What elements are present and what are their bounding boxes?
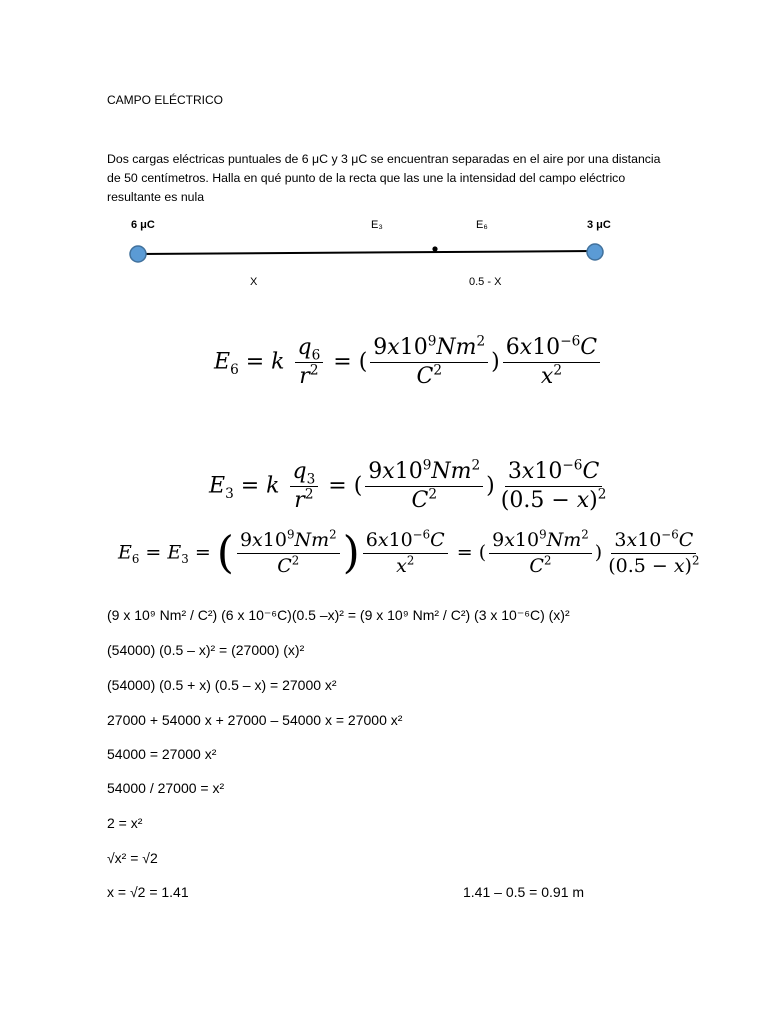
charges-diagram [0,0,768,300]
field-e3-label: E₃ [371,219,383,231]
step-line: (9 x 10⁹ Nm² / C²) (6 x 10⁻⁶C)(0.5 –x)² = (9 x 10⁹ Nm² / C²) (3 x 10⁻⁶C) (x)² [107,607,570,623]
null-field-point [432,246,437,251]
step-line: 2 = x² [107,815,143,831]
final-result: 1.41 – 0.5 = 0.91 m [463,884,585,900]
page-title: CAMPO ELÉCTRICO [107,93,224,107]
charge-left [130,246,146,262]
step-line-answer: x = √2 = 1.41 [107,884,189,900]
problem-statement: Dos cargas eléctricas puntuales de 6 μC y 3 μC se encuentran separadas en el aire por una distancia de 50 centímetros. Halla en qué punto de la recta que las une la intensidad del campo eléctrico resultante es nula [107,152,661,204]
step-line: 27000 + 54000 x + 27000 – 54000 x = 27000 x² [107,712,403,728]
charge-left-label: 6 μC [131,219,155,231]
step-line: 54000 / 27000 = x² [107,780,225,796]
step-line: √x² = √2 [107,850,158,866]
charge-right [587,244,603,260]
equation-equality: $E_6 = E_3$ = ( $\frac{9x10^9Nm^2}{C^2}$ ) $\frac{6x10^{-6}C}{x^2}$ = ( $\frac{9x10^9Nm^2}{C^2}$ ) $\frac{3x10^{-6}C}{(0.5 - x)^2}$ [118,527,700,579]
equation-e3: $E_3 = k$ $\frac{q_3}{r^2}$ = ( $\frac{9x10^9Nm^2}{C^2}$ ) $\frac{3x10^{-6}C}{(0.5 - x)^2}$ [209,457,607,514]
field-e6-label: E₆ [476,219,488,231]
equation-e6: $E_6 = k$ $\frac{q_6}{r^2}$ = ( $\frac{9x10^9Nm^2}{C^2}$ ) $\frac{6x10^{-6}C}{x^2}$ [214,336,603,389]
charge-right-label: 3 μC [587,219,611,231]
step-line: (54000) (0.5 + x) (0.5 – x) = 27000 x² [107,677,337,693]
step-line: 54000 = 27000 x² [107,746,217,762]
segment-right-label: 0.5 - X [469,276,502,288]
separation-line [138,251,595,254]
segment-left-label: X [250,276,258,288]
step-line: (54000) (0.5 – x)² = (27000) (x)² [107,642,305,658]
